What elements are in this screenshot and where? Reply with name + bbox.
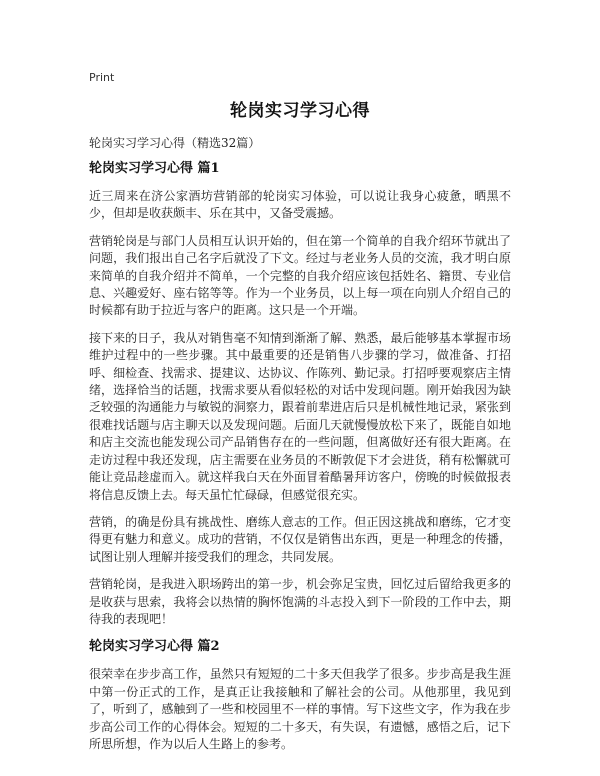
paragraph: 营销轮岗是与部门人员相互认识开始的，但在第一个简单的自我介绍环节就出了问题，我们报出自己名字后就没了下文。经过与老业务人员的交流，我才明白原来简单的自我介绍并不简单，一个完整的自我介绍应该包括姓名、籍贯、专业信息、兴趣爱好、座右铭等等。作为一个业务员，以上每一项在向别人介绍自己的时候都有助于拉近与客户的距离。这只是一个开端。 [89,233,511,318]
paragraph: 很荣幸在步步高工作，虽然只有短短的二十多天但我学了很多。步步高是我生涯中第一份正式的工作，是真正让我接触和了解社会的公司。从他那里，我见到了，听到了，感触到了一些和校园里不一样的事情。写下这些文字，作为我在步步高公司工作的心得体会。短短的二十多天，有失误，有遗憾，感悟之后，记下所思所想，作为以后人生路上的参考。 [89,667,511,751]
page-title: 轮岗实习学习心得 [230,101,370,121]
section-1 [89,160,511,628]
section-heading: 轮岗实习学习心得 篇1 [89,161,220,176]
section-2 [89,638,511,753]
document-body [89,160,511,763]
paragraph: 营销，的确是份具有挑战性、磨练人意志的工作。但正因这挑战和磨练，它才变得更有魅力和意义。成功的营销，不仅仅是销售出东西，更是一种理念的传播，试图让别人理解并接受我们的理念，共同发展。 [89,514,511,564]
paragraph: 接下来的日子，我从对销售毫不知情到渐渐了解、熟悉，最后能够基本掌握市场维护过程中的一些步骤。其中最重要的还是销售八步骤的学习，做准备、打招呼、细检查、找需求、提建议、达协议、作陈列、勤记录。打招呼要观察店主情绪，选择恰当的话题，找需求要从看似轻松的对话中发现问题。刚开始我因为缺乏较强的沟通能力与敏锐的洞察力，跟着前辈进店后只是机械性地记录，紧张到很难找话题与店主聊天以及发现问题。后面几天就慢慢放松下来了，既能自如地和店主交流也能发现公司产品销售存在的一些问题，但离做好还有很大距离。在走访过程中我还发现，店主需要在业务员的不断敦促下才会进货，稍有松懈就可能让竞品趁虚而入。就这样我白天在外面冒着酷暑拜访客户，傍晚的时候做报表将信息反馈上去。每天虽忙忙碌碌，但感觉很充实。 [89,330,511,502]
section-heading: 轮岗实习学习心得 篇2 [89,639,220,655]
paragraph: 近三周来在济公家酒坊营销部的轮岗实习体验，可以说让我身心疲惫，晒黑不少，但却是收获颇丰、乐在其中，又备受震撼。 [89,189,511,221]
print-link[interactable]: Print [89,71,115,84]
paragraph: 营销轮岗，是我进入职场跨出的第一步，机会弥足宝贵，回忆过后留给我更多的是收获与思索，我将会以热情的胸怀饱满的斗志投入到下一阶段的工作中去，期待我的表现吧！ [89,577,511,626]
page-subtitle: 轮岗实习学习心得（精选32篇） [89,136,261,150]
